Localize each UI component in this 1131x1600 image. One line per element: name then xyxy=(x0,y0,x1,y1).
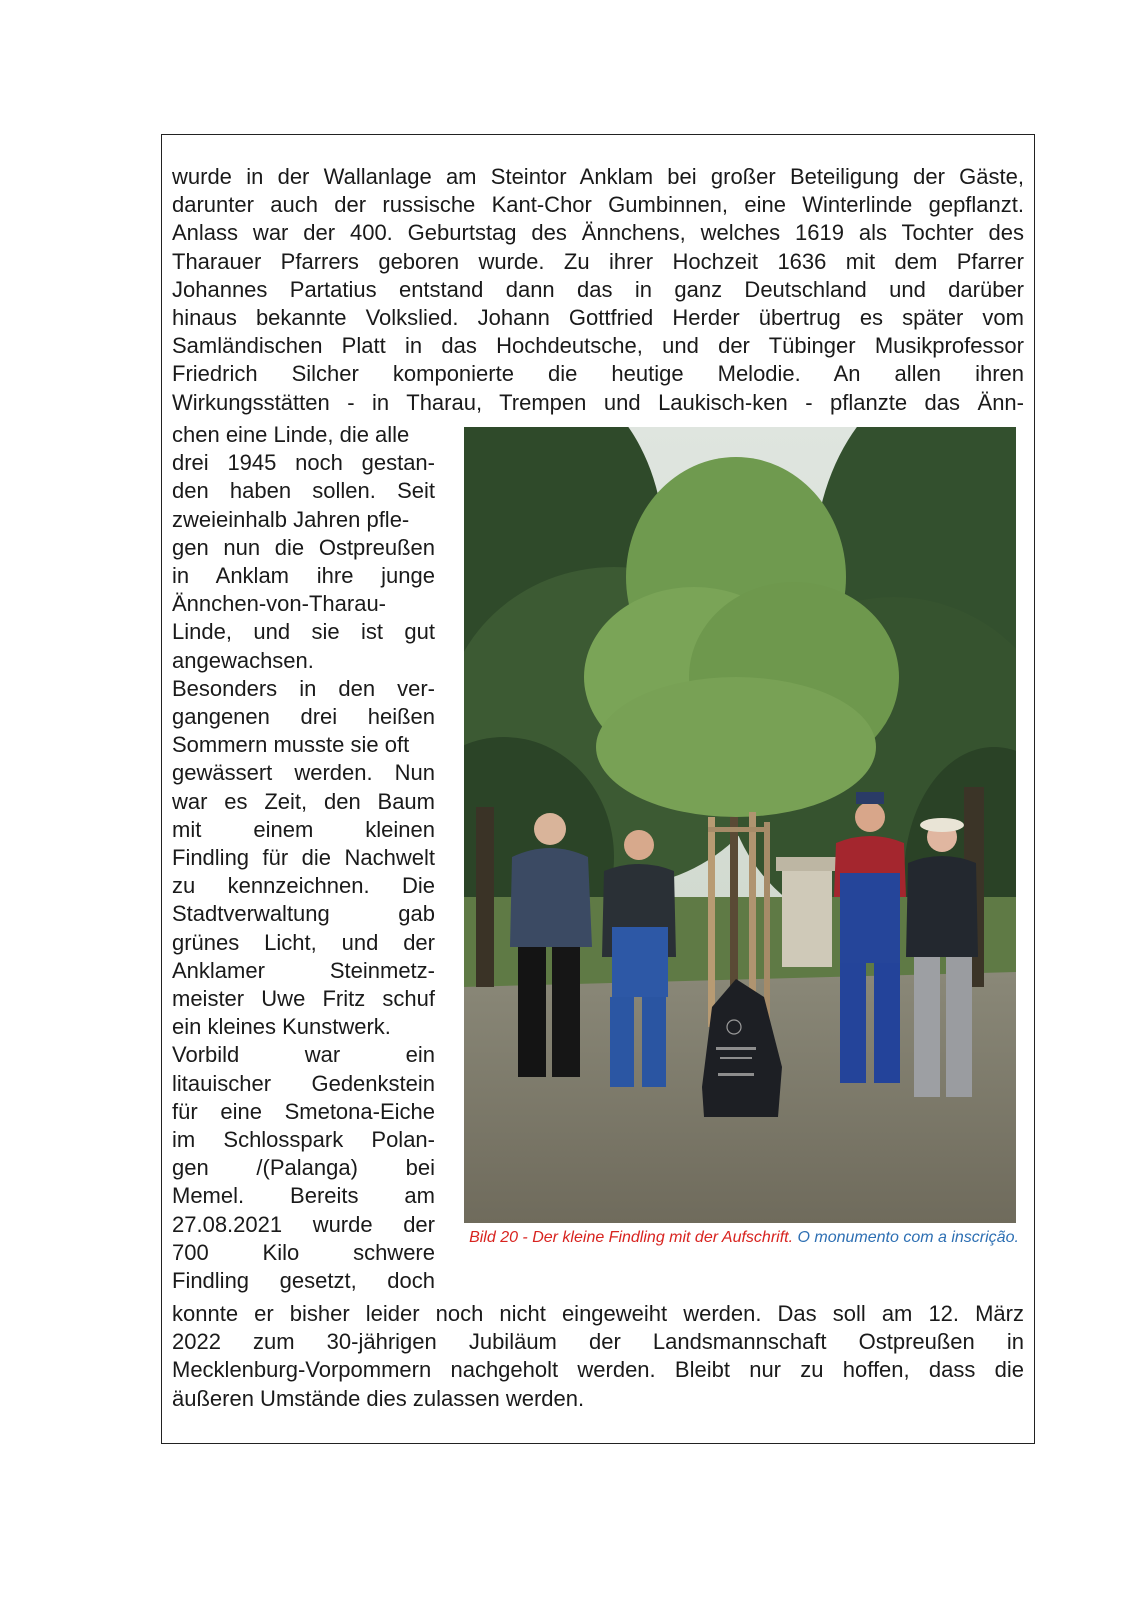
text-line: meister Uwe Fritz schuf xyxy=(172,986,435,1012)
text-line: wurde in der Wallanlage am Steintor Anklam bei großer Beteiligung der Gäste, xyxy=(172,164,1024,189)
text-line: litauischer Gedenkstein xyxy=(172,1070,435,1096)
text-line: Findling gesetzt, doch xyxy=(172,1268,435,1294)
text-line: 27.08.2021 wurde der xyxy=(172,1211,435,1237)
text-line: Findling für die Nachwelt xyxy=(172,845,435,871)
text-line: Linde, und sie ist gut xyxy=(172,619,435,645)
text-line: hinaus bekannte Volkslied. Johann Gottfried Herder übertrug es später vom xyxy=(172,305,1024,331)
text-line: gewässert werden. Nun xyxy=(172,760,435,786)
text-line: 700 Kilo schwere xyxy=(172,1239,435,1265)
photo-linden-tree-memorial-stone xyxy=(464,427,1016,1223)
text-line: angewachsen. xyxy=(172,647,314,673)
text-line: Wirkungsstätten - in Tharau, Trempen und Laukisch-ken - pflanzte das Änn- xyxy=(172,389,1024,415)
text-line: gen nun die Ostpreußen xyxy=(172,534,435,560)
text-line: war es Zeit, den Baum xyxy=(172,788,435,814)
text-line: Tharauer Pfarrers geboren wurde. Zu ihrer Hochzeit 1636 mit dem Pfarrer xyxy=(172,248,1024,274)
text-line: darunter auch der russische Kant-Chor Gumbinnen, eine Winterlinde gepflanzt. xyxy=(172,192,1024,218)
photo-caption xyxy=(466,1227,1022,1249)
text-line: äußeren Umstände dies zulassen werden. xyxy=(172,1385,585,1411)
text-line: Johannes Partatius entstand dann das in ganz Deutschland und darüber xyxy=(172,276,1024,302)
text-line: Stadtverwaltung gab xyxy=(172,901,435,927)
text-line: in Anklam ihre junge xyxy=(172,563,435,589)
text-line: mit einem kleinen xyxy=(172,816,435,842)
text-line: chen eine Linde, die alle xyxy=(172,422,410,447)
text-line: Friedrich Silcher komponierte die heutige Melodie. An allen ihren xyxy=(172,361,1024,387)
text-line: Ännchen-von-Tharau- xyxy=(172,591,387,617)
text-line: Vorbild war ein xyxy=(172,1042,435,1068)
text-line: konnte er bisher leider noch nicht eingeweiht werden. Das soll am 12. März xyxy=(172,1301,1024,1326)
text-line: Samländischen Platt in das Hochdeutsche, und der Tübinger Musikprofessor xyxy=(172,333,1024,359)
text-line: zweieinhalb Jahren pfle- xyxy=(172,506,410,532)
text-line: gen /(Palanga) bei xyxy=(172,1155,435,1181)
text-line: Anlass war der 400. Geburtstag des Ännchens, welches 1619 als Tochter des xyxy=(172,220,1024,246)
text-line: gangenen drei heißen xyxy=(172,704,435,730)
text-line: für eine Smetona-Eiche xyxy=(172,1098,435,1124)
text-line: Memel. Bereits am xyxy=(172,1183,435,1209)
text-line: Besonders in den ver- xyxy=(172,675,435,701)
text-line: drei 1945 noch gestan- xyxy=(172,450,435,476)
text-line: 2022 zum 30-jährigen Jubiläum der Landsmannschaft Ostpreußen in xyxy=(172,1329,1024,1355)
text-line: Anklamer Steinmetz- xyxy=(172,957,435,983)
text-line: Sommern musste sie oft xyxy=(172,732,410,758)
intro-paragraph xyxy=(172,163,1024,417)
text-line: im Schlosspark Polan- xyxy=(172,1127,435,1153)
closing-paragraph xyxy=(172,1300,1024,1413)
text-line: grünes Licht, und der xyxy=(172,929,435,955)
left-column-paragraph xyxy=(172,421,435,1295)
caption-german: Bild 20 - Der kleine Findling mit der Aufschrift. xyxy=(469,1229,794,1246)
text-line: den haben sollen. Seit xyxy=(172,478,435,504)
text-line: zu kennzeichnen. Die xyxy=(172,873,435,899)
caption-portuguese: O monumento com a inscrição. xyxy=(797,1229,1019,1246)
text-line: ein kleines Kunstwerk. xyxy=(172,1014,391,1040)
text-line: Mecklenburg-Vorpommern nachgeholt werden. Bleibt nur zu hoffen, dass die xyxy=(172,1357,1024,1383)
